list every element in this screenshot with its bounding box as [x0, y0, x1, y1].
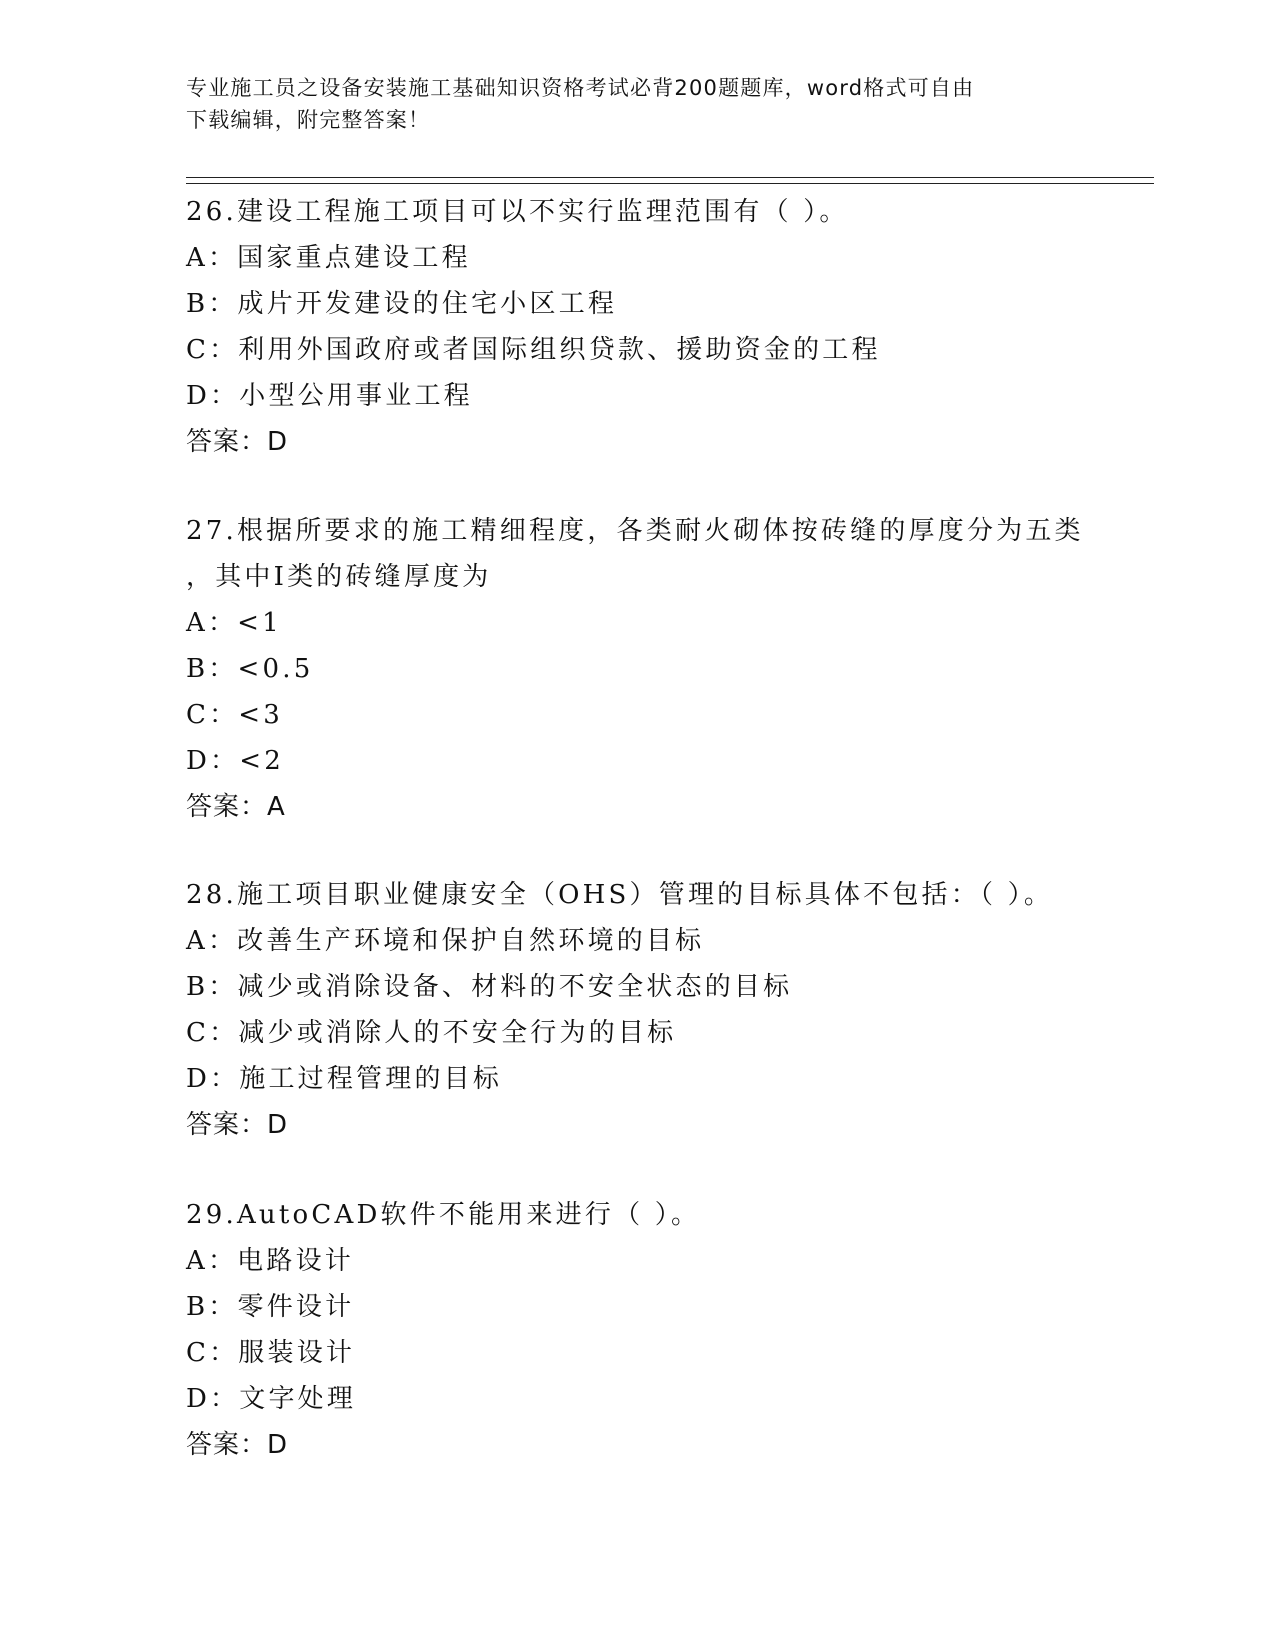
option-b: B：<0.5 — [186, 654, 314, 684]
question-title-line-1: 27.根据所要求的施工精细程度，各类耐火砌体按砖缝的厚度分为五类 — [186, 516, 1084, 546]
option-a: A：<1 — [186, 608, 282, 638]
header-divider-bottom — [186, 183, 1154, 184]
header-divider-top — [186, 177, 1154, 178]
question-29 — [186, 1192, 1086, 1468]
question-28 — [186, 872, 1086, 1148]
question-title: 28.施工项目职业健康安全（OHS）管理的目标具体不包括：（ ）。 — [186, 880, 1054, 910]
answer: 答案：D — [186, 427, 289, 457]
question-27 — [186, 508, 1086, 830]
option-d: D：文字处理 — [186, 1384, 357, 1414]
answer: 答案：D — [186, 1110, 289, 1140]
option-a: A：国家重点建设工程 — [186, 243, 471, 273]
question-title: 26.建设工程施工项目可以不实行监理范围有（ ）。 — [186, 197, 849, 227]
option-d: D：施工过程管理的目标 — [186, 1064, 503, 1094]
document-header — [186, 72, 1086, 136]
option-b: B：减少或消除设备、材料的不安全状态的目标 — [186, 972, 793, 1002]
answer: 答案：D — [186, 1430, 289, 1460]
option-d: D：<2 — [186, 746, 284, 776]
header-line-2: 下载编辑，附完整答案！ — [186, 108, 431, 132]
option-c: C：服装设计 — [186, 1338, 356, 1368]
option-b: B：零件设计 — [186, 1292, 355, 1322]
header-line-1: 专业施工员之设备安装施工基础知识资格考试必背200题题库，word格式可自由 — [186, 76, 975, 100]
option-c: C：利用外国政府或者国际组织贷款、援助资金的工程 — [186, 335, 881, 365]
option-d: D：小型公用事业工程 — [186, 381, 473, 411]
option-c: C：<3 — [186, 700, 284, 730]
question-title-line-2: ，其中Ⅰ类的砖缝厚度为 — [186, 562, 492, 592]
question-title: 29.AutoCAD软件不能用来进行（ ）。 — [186, 1200, 701, 1230]
option-c: C：减少或消除人的不安全行为的目标 — [186, 1018, 677, 1048]
question-26 — [186, 189, 1086, 465]
answer: 答案：A — [186, 792, 286, 822]
option-a: A：电路设计 — [186, 1246, 354, 1276]
option-b: B：成片开发建设的住宅小区工程 — [186, 289, 618, 319]
option-a: A：改善生产环境和保护自然环境的目标 — [186, 926, 705, 956]
